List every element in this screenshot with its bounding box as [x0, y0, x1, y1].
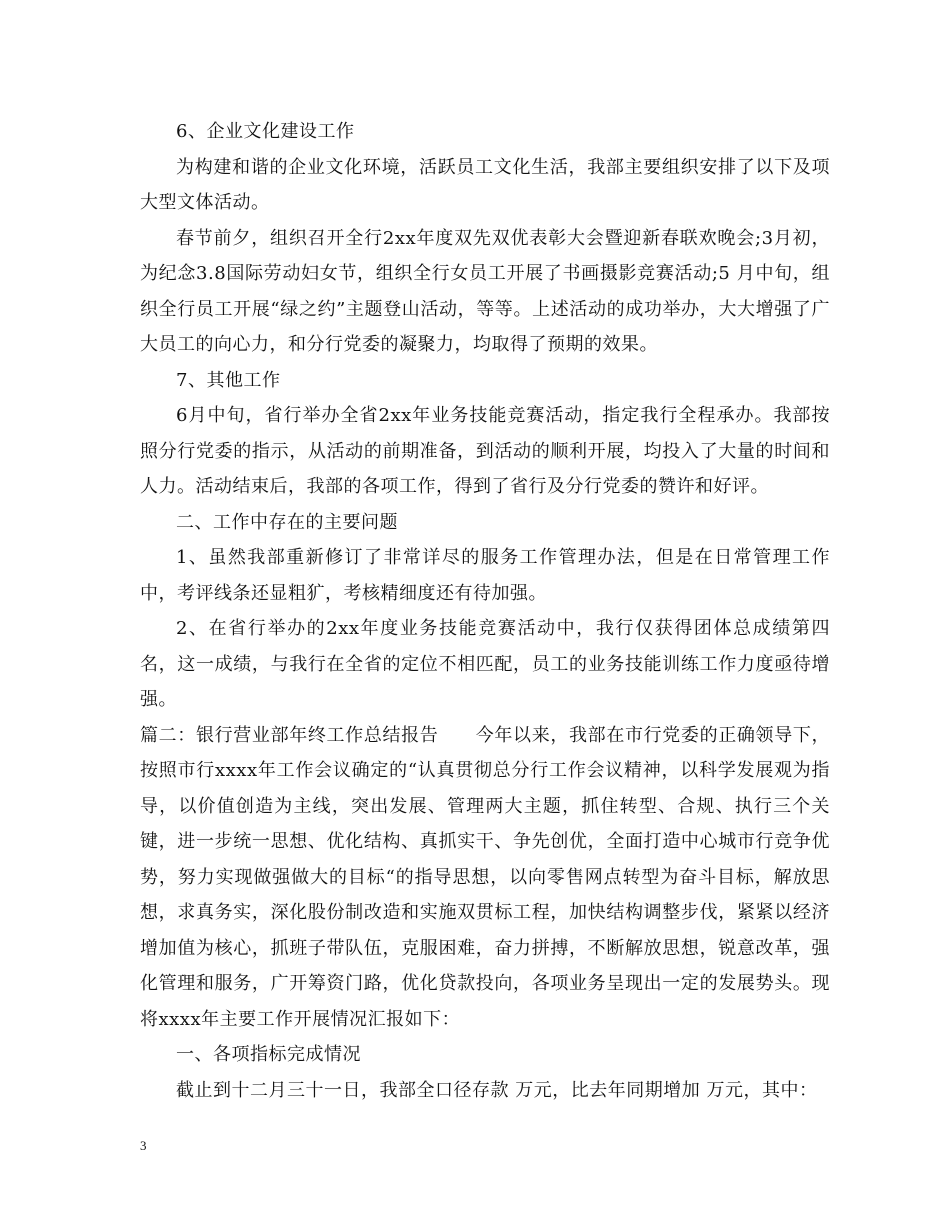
paragraph-culture-activities: 春节前夕，组织召开全行2xx年度双先双优表彰大会暨迎新春联欢晚会;3月初，为纪念3.8国际劳动妇女节，组织全行女员工开展了书画摄影竞赛活动;5 月中旬，组织全行员工开展“绿之约”主题登山活动，等等。上述活动的成功举办，大大增强了广大员工的向心力，和分行党委的凝聚力，均取得了预期的效果。 — [140, 227, 830, 355]
page-number: 3 — [140, 1138, 147, 1153]
paragraph-deposits: 截止到十二月三十一日，我部全口径存款 万元，比去年同期增加 万元，其中： — [176, 1079, 818, 1101]
heading-culture-building: 6、企业文化建设工作 — [176, 121, 355, 142]
heading-main-problems: 二、工作中存在的主要问题 — [176, 511, 398, 533]
heading-indicators: 一、各项指标完成情况 — [176, 1044, 361, 1065]
paragraph-culture-intro: 为构建和谐的企业文化环境，活跃员工文化生活，我部主要组织安排了以下及项大型文体活动。 — [140, 156, 830, 213]
paragraph-problem-1: 1、虽然我部重新修订了非常详尽的服务工作管理办法，但是在日常管理工作中，考评线条还显粗犷，考核精细度还有待加强。 — [140, 547, 830, 604]
paragraph-part-two-intro: 篇二：银行营业部年终工作总结报告 今年以来，我部在市行党委的正确领导下，按照市行xxxx年工作会议确定的“认真贯彻总分行工作会议精神，以科学发展观为指导，以价值创造为主线，突出发展、管理两大主题，抓住转型、合规、执行三个关键，进一步统一思想、优化结构、真抓实干、争先创优，全面打造中心城市行竞争优势，努力实现做强做大的目标“的指导思想，以向零售网点转型为奋斗目标，解放思想，求真务实，深化股份制改造和实施双贯标工程，加快结构调整步伐，紧紧以经济增加值为核心，抓班子带队伍，克服困难，奋力拼搏，不断解放思想，锐意改革，强化管理和服务，广开筹资门路，优化贷款投向，各项业务呈现出一定的发展势头。现将xxxx年主要工作开展情况汇报如下： — [140, 724, 830, 1030]
document-body — [140, 114, 830, 1108]
paragraph-skills-competition: 6月中旬，省行举办全省2xx年业务技能竞赛活动，指定我行全程承办。我部按照分行党委的指示，从活动的前期准备，到活动的顺利开展，均投入了大量的时间和人力。活动结束后，我部的各项工作，得到了省行及分行党委的赞许和好评。 — [140, 405, 830, 497]
heading-other-work: 7、其他工作 — [176, 369, 281, 391]
paragraph-problem-2: 2、在省行举办的2xx年度业务技能竞赛活动中，我行仅获得团体总成绩第四名，这一成绩，与我行在全省的定位不相匹配，员工的业务技能训练工作力度亟待增强。 — [140, 618, 830, 710]
